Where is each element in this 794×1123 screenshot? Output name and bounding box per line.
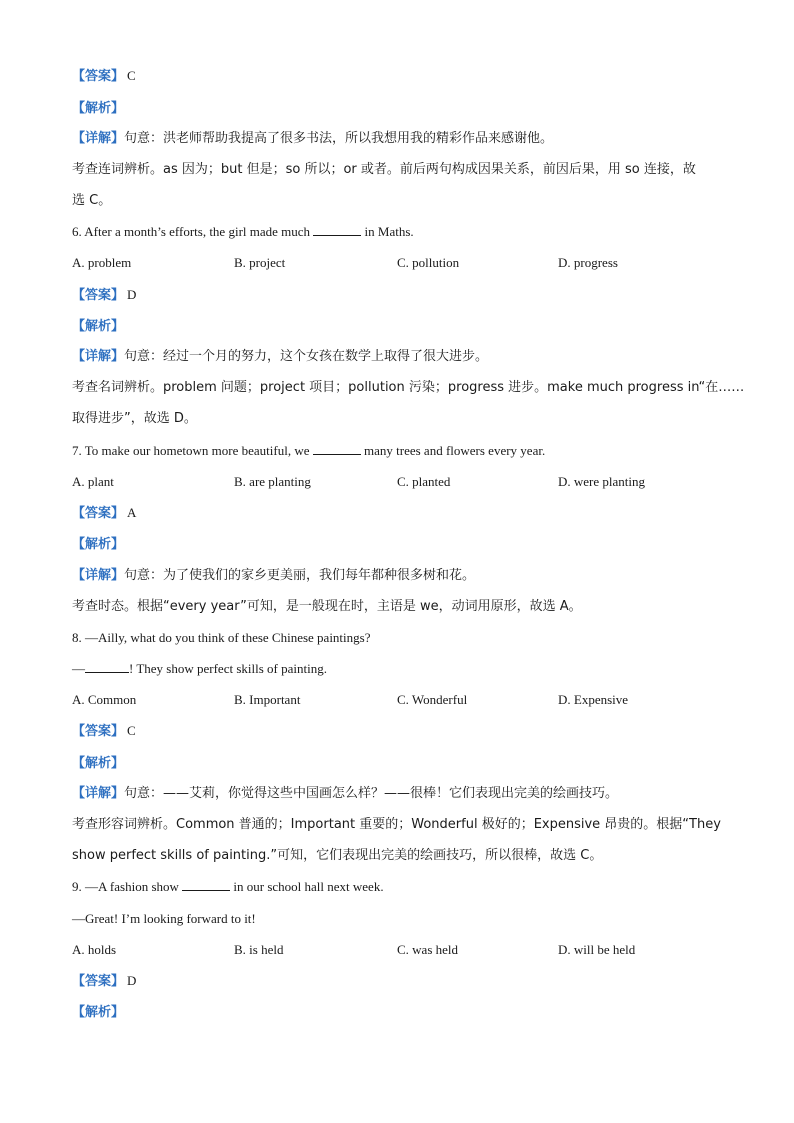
option-b: B. is held (234, 942, 284, 957)
answer-blank (85, 660, 129, 673)
detail-tag: 【详解】 (72, 131, 125, 146)
option-c: C. Wonderful (397, 692, 468, 707)
option-b: B. Important (234, 692, 301, 707)
question-stem (72, 442, 545, 460)
answer-tag: 【答案】 (72, 288, 125, 303)
question-stem: —Great! I’m looking forward to it! (72, 911, 256, 926)
answer-blank (313, 442, 361, 455)
detail-tag: 【详解】 (72, 786, 125, 801)
answer-tag: 【答案】 (72, 724, 125, 739)
analysis-heading (72, 317, 124, 336)
answer-tag: 【答案】 (72, 974, 125, 989)
analysis-heading (72, 1003, 124, 1022)
detail-line (72, 567, 475, 585)
analysis-heading (72, 535, 124, 554)
stem-text: in Maths. (364, 224, 414, 239)
option-d: D. were planting (558, 474, 646, 489)
answer-value: D (127, 287, 137, 302)
detail-text: 句意：——艾莉，你觉得这些中国画怎么样？——很棒！它们表现出完美的绘画技巧。 (124, 786, 619, 801)
detail-line (72, 348, 488, 366)
detail-text: 句意：为了使我们的家乡更美丽，我们每年都种很多树和花。 (124, 568, 476, 583)
answer-line (72, 972, 136, 991)
answer-line (72, 722, 136, 741)
question-stem (72, 223, 414, 241)
analysis-heading (72, 754, 124, 773)
explanation-line: 选 C。 (72, 193, 112, 208)
analysis-tag: 【解析】 (72, 537, 125, 552)
stem-text: in our school hall next week. (233, 879, 384, 894)
analysis-tag: 【解析】 (72, 1005, 125, 1020)
stem-text: many trees and flowers every year. (364, 443, 546, 458)
explanation-line: 考查名词辨析。problem 问题；project 项目；pollution 污染；progress 进步。make much progress in“在…… (72, 380, 745, 395)
stem-text: 7. To make our hometown more beautiful, we (72, 443, 310, 458)
explanation-line: 考查形容词辨析。Common 普通的；Important 重要的；Wonderful 极好的；Expensive 昂贵的。根据“They (72, 817, 721, 832)
option-a: A. Common (72, 692, 137, 707)
answer-line (72, 67, 136, 86)
answer-line (72, 286, 136, 305)
answer-blank (313, 223, 361, 236)
question-stem (72, 878, 384, 896)
explanation-line: 取得进步”，故选 D。 (72, 411, 197, 426)
explanation-line: 考查连词辨析。as 因为；but 但是；so 所以；or 或者。前后两句构成因果关系，前因后果，用 so 连接，故 (72, 162, 696, 177)
question-stem: 8. —Ailly, what do you think of these Chinese paintings? (72, 630, 371, 645)
stem-text: ! They show perfect skills of painting. (129, 661, 327, 676)
answer-value: A (127, 505, 137, 520)
detail-line (72, 130, 553, 148)
option-a: A. holds (72, 942, 117, 957)
detail-tag: 【详解】 (72, 349, 125, 364)
analysis-heading (72, 99, 124, 118)
stem-text: — (72, 661, 85, 676)
option-b: B. are planting (234, 474, 311, 489)
option-a: A. problem (72, 255, 132, 270)
answer-value: C (127, 723, 136, 738)
answer-tag: 【答案】 (72, 69, 125, 84)
option-c: C. was held (397, 942, 459, 957)
option-d: D. Expensive (558, 692, 629, 707)
answer-tag: 【答案】 (72, 506, 125, 521)
detail-tag: 【详解】 (72, 568, 125, 583)
option-d: D. progress (558, 255, 618, 270)
analysis-tag: 【解析】 (72, 101, 125, 116)
answer-value: C (127, 68, 136, 83)
question-stem (72, 660, 327, 678)
answer-line (72, 504, 136, 523)
answer-value: D (127, 973, 137, 988)
option-c: C. planted (397, 474, 451, 489)
detail-text: 句意：经过一个月的努力，这个女孩在数学上取得了很大进步。 (124, 349, 489, 364)
explanation-line: show perfect skills of painting.”可知，它们表现出完美的绘画技巧，所以很棒，故选 C。 (72, 848, 603, 863)
option-a: A. plant (72, 474, 114, 489)
stem-text: 6. After a month’s efforts, the girl made much (72, 224, 311, 239)
analysis-tag: 【解析】 (72, 319, 125, 334)
option-c: C. pollution (397, 255, 460, 270)
explanation-line: 考查时态。根据“every year”可知，是一般现在时，主语是 we，动词用原形，故选 A。 (72, 599, 582, 614)
option-b: B. project (234, 255, 286, 270)
analysis-tag: 【解析】 (72, 756, 125, 771)
detail-line (72, 785, 618, 803)
answer-blank (182, 878, 230, 891)
option-d: D. will be held (558, 942, 636, 957)
detail-text: 句意：洪老师帮助我提高了很多书法，所以我想用我的精彩作品来感谢他。 (124, 131, 554, 146)
stem-text: 9. —A fashion show (72, 879, 179, 894)
